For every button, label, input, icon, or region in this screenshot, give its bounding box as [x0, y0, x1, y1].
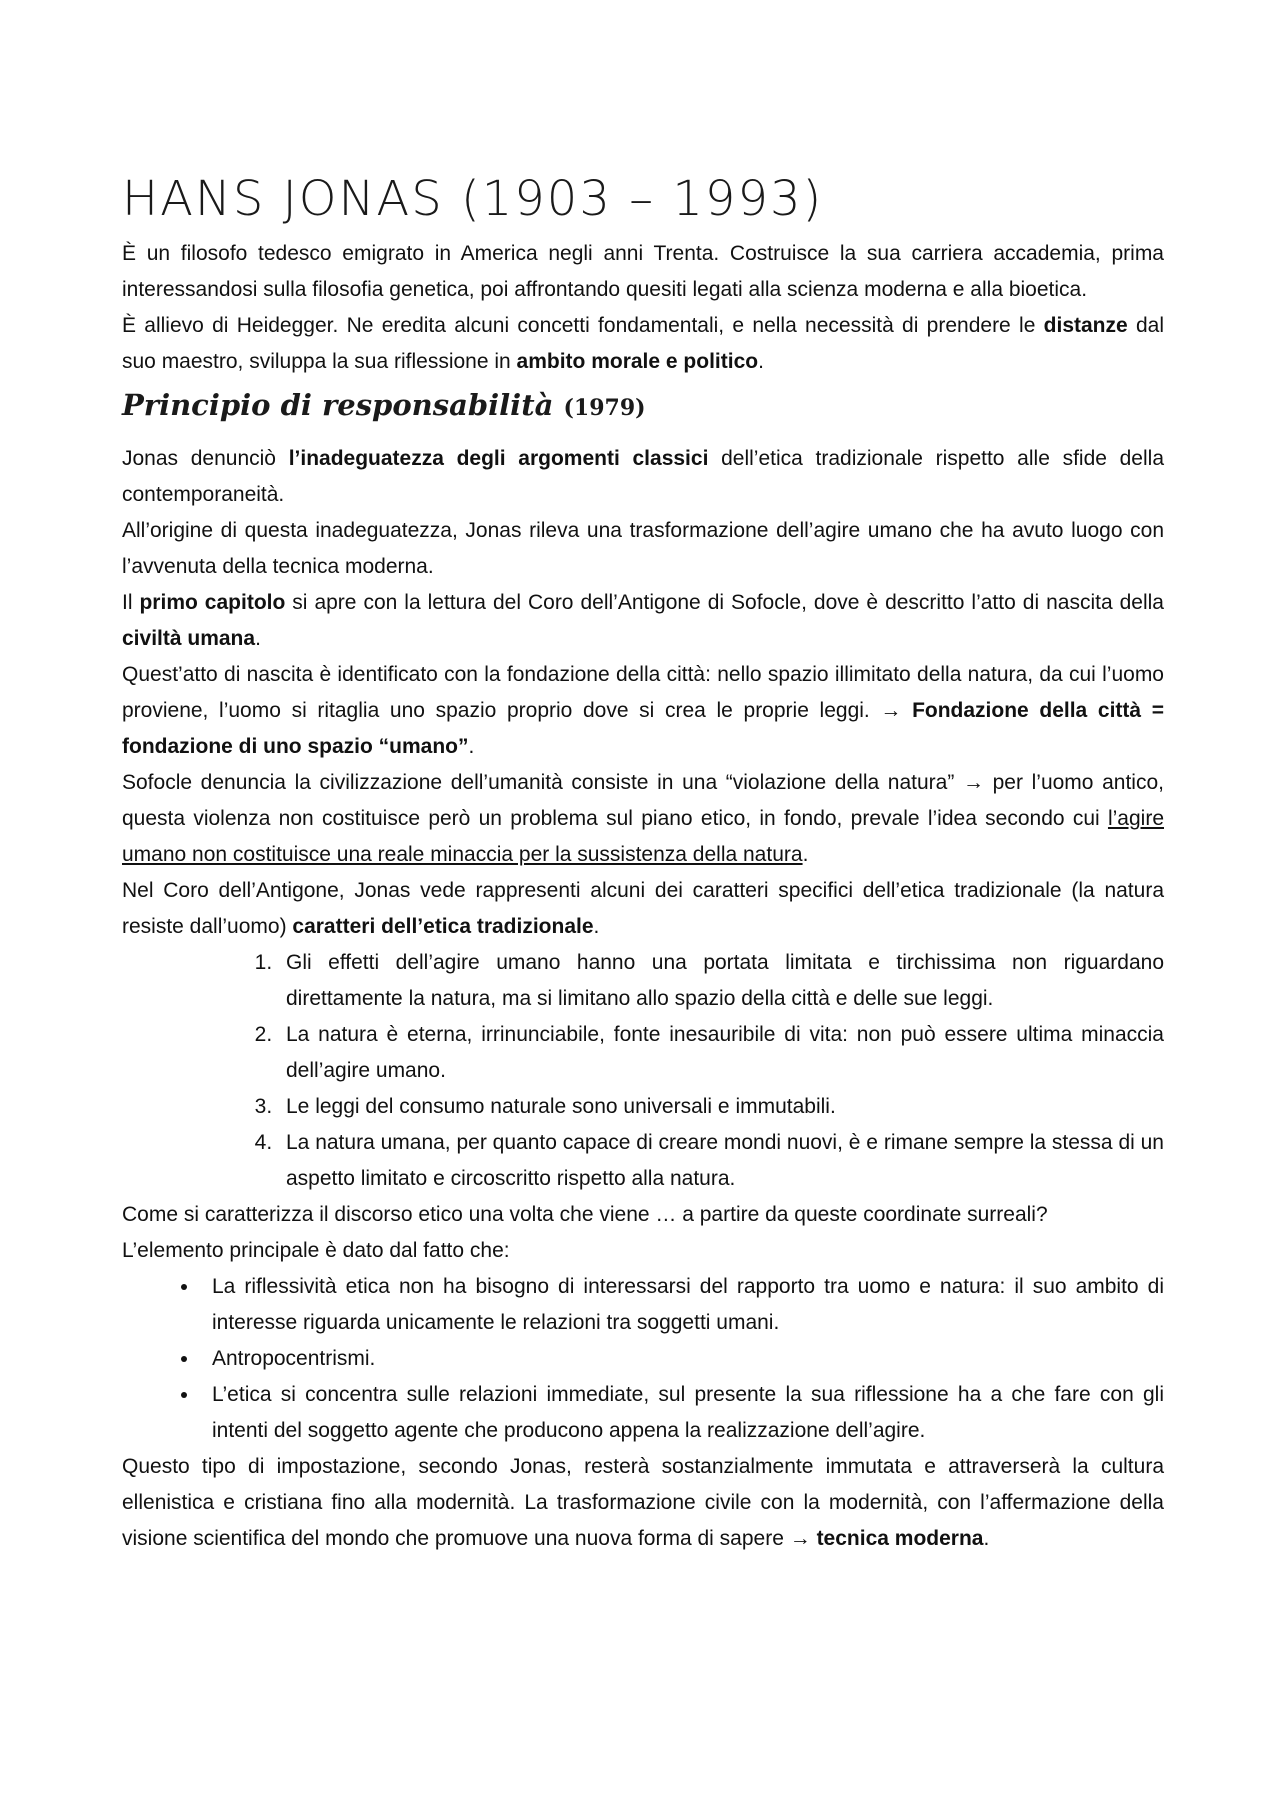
body-paragraph-6	[122, 873, 1164, 945]
bold-text: tecnica moderna	[816, 1527, 984, 1550]
numbered-list-item: 2. La natura è eterna, irrinunciabile, fonte inesauribile di vita: non può essere ultima minaccia dell’agire umano.	[278, 1017, 1164, 1089]
bullet-list-item: • Antropocentrismi.	[200, 1341, 1164, 1377]
body-paragraph-5	[122, 765, 1164, 873]
body-paragraph-1	[122, 441, 1164, 513]
text-run: .	[758, 350, 764, 373]
after-list-paragraph-2: L’elemento principale è dato dal fatto che:	[122, 1239, 510, 1262]
bold-text: distanze	[1043, 314, 1128, 337]
text-run: Quest’atto di nascita è identificato con la fondazione della città: nello spazio illimitato della natura, da cui l’uomo proviene, l’uomo si ritaglia uno spazio proprio dove si crea le proprie leggi. →	[122, 663, 1164, 722]
bold-text: civiltà umana	[122, 627, 256, 650]
body-paragraph-3	[122, 585, 1164, 657]
section-heading-text: Principio di responsabilità	[122, 388, 554, 422]
bold-text: ambito morale e politico	[516, 350, 759, 373]
section-heading	[122, 382, 1164, 431]
bullet-list-item: • L’etica si concentra sulle relazioni immediate, sul presente la sua riflessione ha a che fare con gli intenti del soggetto agente che producono appena la realizzazione dell’agire.	[200, 1377, 1164, 1449]
bold-text: caratteri dell’etica tradizionale	[292, 915, 594, 938]
bold-text: l’inadeguatezza degli argomenti classici	[288, 447, 709, 470]
text-run: Nel Coro dell’Antigone, Jonas vede rappresenti alcuni dei caratteri specifici dell’etica tradizionale (la natura resiste dall’uomo)	[122, 879, 1164, 938]
body-paragraph-2: All’origine di questa inadeguatezza, Jonas rileva una trasformazione dell’agire umano che ha avuto luogo con l’avvenuta della tecnica moderna.	[122, 519, 1164, 578]
section-heading-year: (1979)	[563, 395, 646, 421]
numbered-list-item: 4. La natura umana, per quanto capace di creare mondi nuovi, è e rimane sempre la stessa di un aspetto limitato e circoscritto rispetto alla natura.	[278, 1125, 1164, 1197]
bullet-list	[122, 1269, 1164, 1449]
text-run: dell’etica tradizionale rispetto alle sfide della contemporaneità.	[122, 447, 1164, 506]
body-paragraph-4	[122, 657, 1164, 765]
page-title: HANS JONAS (1903 – 1993)	[122, 171, 824, 227]
text-run: .	[255, 627, 261, 650]
text-run: si apre con la lettura del Coro dell’Antigone di Sofocle, dove è descritto l’atto di nascita della	[285, 591, 1164, 614]
intro-paragraph-2	[122, 308, 1164, 380]
text-run: È allievo di Heidegger. Ne eredita alcuni concetti fondamentali, e nella necessità di prendere le	[122, 314, 1044, 337]
underlined-text: l’agire umano non costituisce una reale minaccia per la sussistenza della natura	[122, 807, 1164, 866]
text-run: dal suo maestro, sviluppa la sua riflessione in	[122, 314, 1164, 373]
numbered-list-item: 3. Le leggi del consumo naturale sono universali e immutabili.	[278, 1089, 1164, 1125]
bullet-list-item: • La riflessività etica non ha bisogno di interessarsi del rapporto tra uomo e natura: il suo ambito di interesse riguarda unicamente le relazioni tra soggetti umani.	[200, 1269, 1164, 1341]
text-run: .	[468, 735, 475, 758]
document-page	[122, 170, 1164, 1557]
text-run: .	[593, 915, 600, 938]
after-list-paragraph-1: Come si caratterizza il discorso etico una volta che viene … a partire da queste coordinate surreali?	[122, 1203, 1048, 1226]
bold-text: primo capitolo	[139, 591, 286, 614]
text-run: Questo tipo di impostazione, secondo Jonas, resterà sostanzialmente immutata e attraverserà la cultura ellenistica e cristiana fino alla modernità. La trasformazione civile con la modernità, con l’affermazione della visione scientifica del mondo che promuove una nuova forma di sapere →	[122, 1455, 1164, 1550]
text-run: .	[802, 843, 809, 866]
bold-text: Fondazione della città = fondazione di uno spazio “umano”	[122, 699, 1164, 758]
intro-paragraph-1: È un filosofo tedesco emigrato in America negli anni Trenta. Costruisce la sua carriera accademia, prima interessandosi sulla filosofia genetica, poi affrontando quesiti legati alla scienza moderna e alla bioetica.	[122, 242, 1164, 301]
text-run: Sofocle denuncia la civilizzazione dell’umanità consiste in una “violazione della natura” → per l’uomo antico, questa violenza non costituisce però un problema sul piano etico, in fondo, prevale l’idea secondo cui	[122, 771, 1164, 830]
text-run: Il	[122, 591, 140, 614]
closing-paragraph	[122, 1449, 1164, 1557]
numbered-list	[122, 945, 1164, 1197]
numbered-list-item: 1. Gli effetti dell’agire umano hanno una portata limitata e tirchissima non riguardano direttamente la natura, ma si limitano allo spazio della città e delle sue leggi.	[278, 945, 1164, 1017]
text-run: .	[983, 1527, 990, 1550]
text-run: Jonas denunciò	[122, 447, 289, 470]
